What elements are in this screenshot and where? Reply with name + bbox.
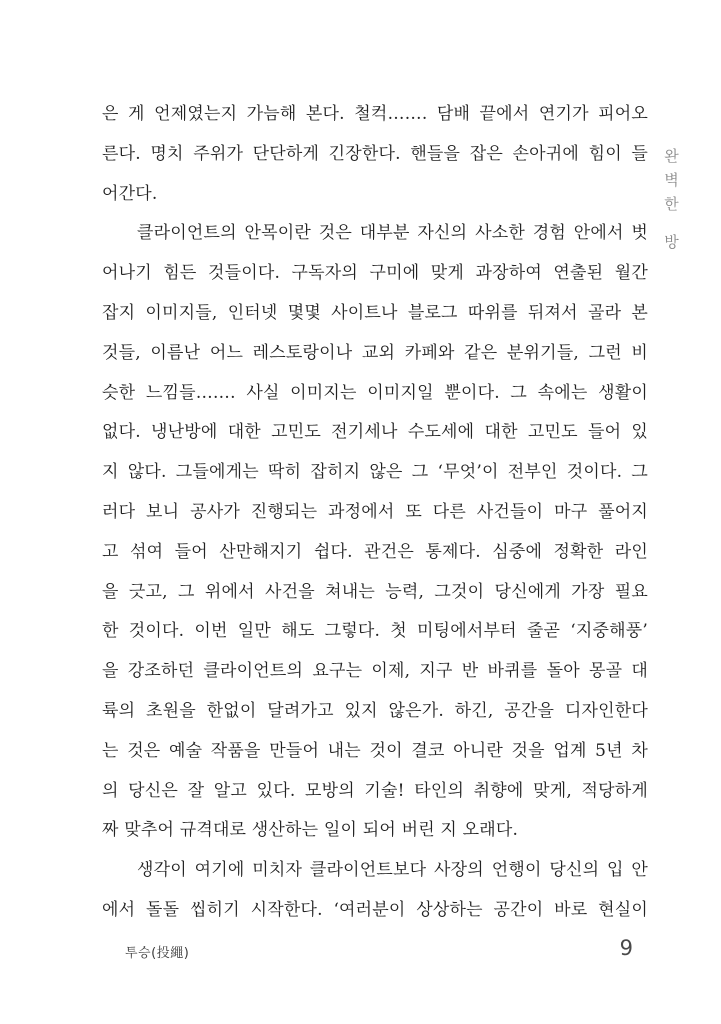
text-line: 러다 보니 공사가 진행되는 과정에서 또 다른 사건들이 마구 풀어지 [102,501,648,522]
text-line: 슷한 느낌들……. 사실 이미지는 이미지일 뿐이다. 그 속에는 생활이 [102,382,648,403]
text-line: 것들, 이름난 어느 레스토랑이나 교외 카페와 같은 분위기들, 그런 비 [102,342,648,363]
text-line: 는 것은 예술 작품을 만들어 내는 것이 결코 아니란 것을 업계 5년 차 [102,740,648,761]
text-line: 지 않다. 그들에게는 딱히 잡히지 않은 그 ‘무엇’이 전부인 것이다. 그 [102,462,648,483]
text-line: 짜 맞추어 규격대로 생산하는 일이 되어 버린 지 오래다. [102,820,519,841]
text-line: 른다. 명치 주위가 단단하게 긴장한다. 핸들을 잡은 손아귀에 힘이 들 [102,143,648,164]
chapter-side-title: 완벽한 방 [662,148,680,258]
footer-section-title: 투승(投繩) [125,946,190,961]
text-line: 잡지 이미지들, 인터넷 몇몇 사이트나 블로그 따위를 뒤져서 골라 본 [102,302,648,323]
text-line: 의 당신은 잘 알고 있다. 모방의 기술! 타인의 취향에 맞게, 적당하게 [102,780,648,801]
text-line: 고 섞여 들어 산만해지기 쉽다. 관건은 통제다. 심중에 정확한 라인 [102,541,648,562]
text-line: 을 강조하던 클라이언트의 요구는 이제, 지구 반 바퀴를 돌아 몽골 대 [102,661,648,682]
text-line: 에서 돌돌 씹히기 시작한다. ‘여러분이 상상하는 공간이 바로 현실이 [102,899,648,920]
text-line: 클라이언트의 안목이란 것은 대부분 자신의 사소한 경험 안에서 벗 [137,223,648,244]
text-line: 어간다. [102,183,158,204]
body-text [102,95,648,931]
text-line: 륙의 초원을 한없이 달려가고 있지 않은가. 하긴, 공간을 디자인한다 [102,700,648,721]
text-line: 생각이 여기에 미치자 클라이언트보다 사장의 언행이 당신의 입 안 [137,860,648,881]
text-line: 은 게 언제였는지 가늠해 본다. 철컥……. 담배 끝에서 연기가 피어오 [102,104,648,124]
text-line: 한 것이다. 이번 일만 해도 그렇다. 첫 미팅에서부터 줄곧 ‘지중해풍’ [102,621,648,642]
text-line: 을 긋고, 그 위에서 사건을 쳐내는 능력, 그것이 당신에게 가장 필요 [102,581,648,602]
text-line: 없다. 냉난방에 대한 고민도 전기세나 수도세에 대한 고민도 들어 있 [102,422,648,443]
text-line: 어나기 힘든 것들이다. 구독자의 구미에 맞게 과장하여 연출된 월간 [102,263,648,284]
page-number: 9 [619,936,633,960]
